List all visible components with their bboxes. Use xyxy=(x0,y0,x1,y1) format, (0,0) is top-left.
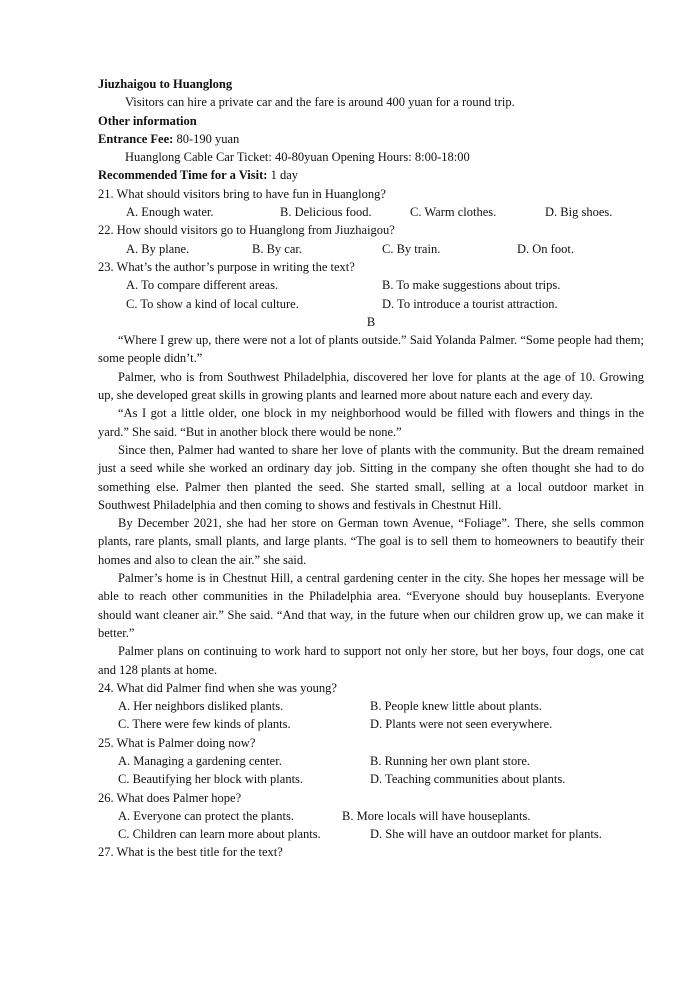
question-21-option-c: C. Warm clothes. xyxy=(410,205,497,220)
question-25-option-b: B. Running her own plant store. xyxy=(370,753,531,768)
passage-b-paragraph-1: “Where I grew up, there were not a lot of plants outside.” Said Yolanda Palmer. “Some people had them; some people didn’t.” xyxy=(98,333,644,366)
question-25-options-row2 xyxy=(98,770,644,788)
section-heading-route: Jiuzhaigou to Huanglong xyxy=(98,77,233,91)
passage-b-paragraph-3: “As I got a little older, one block in my neighborhood would be filled with flowers and things in the yard.” She said. “But in another block there would be none.” xyxy=(98,406,644,439)
question-26-stem: 26. What does Palmer hope? xyxy=(98,790,242,805)
passage-b-paragraph-6: Palmer’s home is in Chestnut Hill, a central gardening center in the city. She hopes her message will be able to reach other communities in the Philadelphia area. “Everyone should buy houseplants. Everyone should want cleaner air.” She said. “And that way, in the future when our children grow up, we can make it better.” xyxy=(98,571,644,640)
section-heading-other-info: Other information xyxy=(98,113,197,128)
question-24-options-row1 xyxy=(98,697,644,715)
question-22-option-d: D. On foot. xyxy=(517,241,574,256)
question-25-option-c: C. Beautifying her block with plants. xyxy=(118,772,304,787)
question-21-options xyxy=(98,203,644,221)
question-26-option-c: C. Children can learn more about plants. xyxy=(118,827,321,842)
question-24-options-row2 xyxy=(98,715,644,733)
passage-b-paragraph-2: Palmer, who is from Southwest Philadelphia, discovered her love for plants at the age of 10. Growing up, she developed great skills in growing plants and learned more about nature each and every day. xyxy=(98,369,644,403)
document-content xyxy=(98,75,644,862)
cable-car-line: Huanglong Cable Car Ticket: 40-80yuan Opening Hours: 8:00-18:00 xyxy=(125,150,470,165)
question-21-stem: 21. What should visitors bring to have fun in Huanglong? xyxy=(98,186,386,201)
route-description: Visitors can hire a private car and the fare is around 400 yuan for a round trip. xyxy=(125,95,515,110)
question-24-option-a: A. Her neighbors disliked plants. xyxy=(118,699,284,714)
passage-b-paragraph-5: By December 2021, she had her store on German town Avenue, “Foliage”. There, she sells common plants, rare plants, small plants, and large plants. “The goal is to sell them to homeowners to beautify their homes and also to clean the air.” she said. xyxy=(98,516,644,567)
recommended-time-label: Recommended Time for a Visit: xyxy=(98,168,268,183)
question-22-options xyxy=(98,240,644,258)
question-24-option-c: C. There were few kinds of plants. xyxy=(118,717,291,732)
question-24-stem: 24. What did Palmer find when she was young? xyxy=(98,680,337,695)
question-21-option-d: D. Big shoes. xyxy=(545,205,613,220)
question-26-option-a: A. Everyone can protect the plants. xyxy=(118,808,294,823)
entrance-fee-value: 80-190 yuan xyxy=(173,131,240,146)
recommended-time-line xyxy=(98,166,644,184)
question-25-stem: 25. What is Palmer doing now? xyxy=(98,735,256,750)
question-23-stem: 23. What’s the author’s purpose in writing the text? xyxy=(98,259,355,274)
question-24-option-d: D. Plants were not seen everywhere. xyxy=(370,717,553,732)
question-26-option-d: D. She will have an outdoor market for plants. xyxy=(370,827,602,842)
passage-b-paragraph-4: Since then, Palmer had wanted to share her love of plants with the community. But the dream remained just a seed while she worked an ordinary day job. Sitting in the company she often thought she had to do something else. Palmer then planted the seed. She started small, selling at a local outdoor market in Southwest Philadelphia and then coming to shows and festivals in Chestnut Hill. xyxy=(98,442,644,512)
question-25-option-d: D. Teaching communities about plants. xyxy=(370,772,566,787)
question-25-option-a: A. Managing a gardening center. xyxy=(118,753,282,768)
entrance-fee-label: Entrance Fee: xyxy=(98,131,174,146)
passage-b-label: B xyxy=(366,314,376,329)
question-25-options-row1 xyxy=(98,752,644,770)
question-23-options-row1 xyxy=(98,276,644,294)
question-23-option-a: A. To compare different areas. xyxy=(126,278,279,293)
question-22-stem: 22. How should visitors go to Huanglong from Jiuzhaigou? xyxy=(98,223,395,238)
question-23-options-row2 xyxy=(98,295,644,313)
question-24-option-b: B. People knew little about plants. xyxy=(370,699,542,714)
question-22-option-b: B. By car. xyxy=(252,241,302,256)
question-26-options-row1 xyxy=(98,807,644,825)
passage-b-paragraph-7: Palmer plans on continuing to work hard to support not only her store, but her boys, four dogs, one cat and 128 plants at home. xyxy=(98,644,644,677)
question-23-option-c: C. To show a kind of local culture. xyxy=(126,296,299,311)
question-26-options-row2 xyxy=(98,825,644,843)
question-21-option-a: A. Enough water. xyxy=(126,205,214,220)
question-27-stem: 27. What is the best title for the text? xyxy=(98,845,283,860)
recommended-time-value: 1 day xyxy=(267,168,298,183)
question-23-option-d: D. To introduce a tourist attraction. xyxy=(382,296,558,311)
question-22-option-c: C. By train. xyxy=(382,241,441,256)
question-22-option-a: A. By plane. xyxy=(126,241,190,256)
question-23-option-b: B. To make suggestions about trips. xyxy=(382,278,561,293)
question-26-option-b: B. More locals will have houseplants. xyxy=(342,808,531,823)
question-21-option-b: B. Delicious food. xyxy=(280,205,372,220)
entrance-fee-line xyxy=(98,130,644,148)
